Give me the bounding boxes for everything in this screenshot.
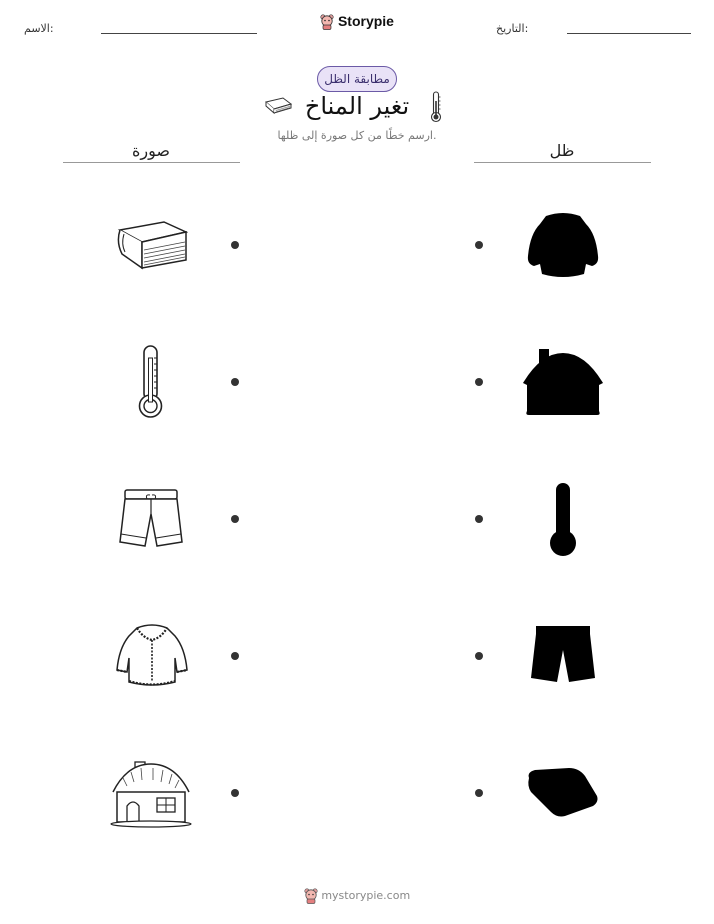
shorts-icon	[117, 488, 185, 550]
cottage-icon	[109, 756, 193, 828]
footer	[0, 888, 714, 904]
shadow-column-divider	[474, 162, 651, 163]
picture-dot-4[interactable]	[231, 652, 239, 660]
shadow-dot-2[interactable]	[475, 378, 483, 386]
picture-column-divider	[63, 162, 240, 163]
thermometer-title-icon	[430, 91, 442, 123]
footer-site[interactable]: mystorypie.com	[321, 889, 411, 902]
picture-dot-5[interactable]	[231, 789, 239, 797]
thermometer-icon	[136, 344, 166, 420]
page-title: تغير المناخ	[304, 92, 410, 120]
house-shadow-icon	[521, 347, 605, 417]
fur-coat-shadow-icon	[526, 212, 600, 278]
book-icon	[114, 220, 188, 272]
date-label: التاريخ:	[496, 22, 529, 35]
activity-badge: مطابقة الظل	[317, 66, 397, 92]
shadow-dot-3[interactable]	[475, 515, 483, 523]
thermometer-shadow-icon	[548, 482, 578, 558]
name-label: الاسم:	[24, 22, 54, 35]
instructions: ارسم خطًا من كل صورة إلى ظلها.	[277, 129, 437, 142]
book-shadow-icon	[525, 766, 599, 818]
bear-mascot-icon	[320, 14, 334, 30]
brand-logo	[0, 13, 714, 30]
shadow-dot-5[interactable]	[475, 789, 483, 797]
picture-column-heading: صورة	[132, 141, 170, 160]
fur-coat-icon	[113, 622, 191, 688]
date-field[interactable]	[567, 33, 691, 34]
picture-dot-3[interactable]	[231, 515, 239, 523]
shorts-shadow-icon	[529, 624, 597, 686]
shadow-dot-1[interactable]	[475, 241, 483, 249]
shadow-dot-4[interactable]	[475, 652, 483, 660]
bear-mascot-icon	[304, 888, 318, 904]
name-field[interactable]	[101, 33, 257, 34]
picture-dot-2[interactable]	[231, 378, 239, 386]
shadow-column-heading: ظل	[549, 141, 575, 160]
picture-dot-1[interactable]	[231, 241, 239, 249]
brand-name: Storypie	[337, 13, 394, 29]
